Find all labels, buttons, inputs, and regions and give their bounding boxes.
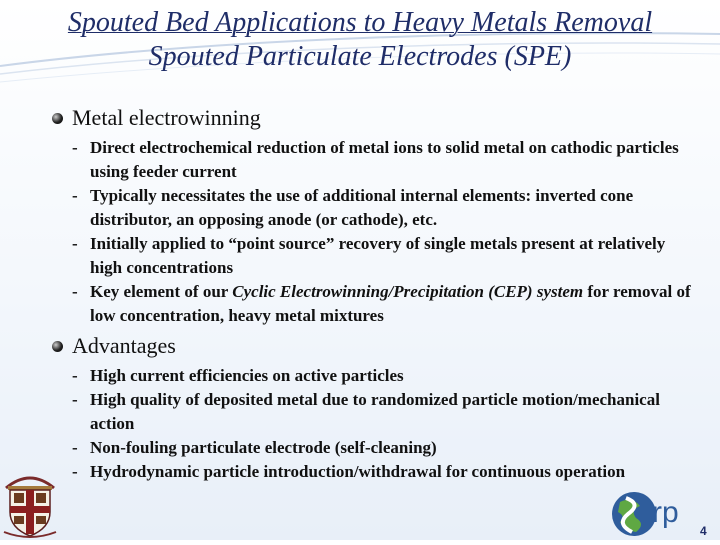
electrowinning-list [52,136,692,328]
list-item-text: Direct electrochemical reduction of metal ions to solid metal on cathodic particles using feeder current [90,138,679,181]
bullet-dot-icon [52,341,63,352]
advantages-list [52,364,692,484]
list-item: - Non-fouling particulate electrode (self-cleaning) [72,438,437,457]
list-item-text: for removal of low concentration, heavy metal mixtures [90,282,691,325]
list-item-text: Typically necessitates the use of additional internal elements: inverted cone distributor, an opposing anode (or cathode), etc. [90,186,634,229]
list-item-text: High current efficiencies on active particles [90,366,404,385]
list-item: - High quality of deposited metal due to randomized particle motion/mechanical action [72,390,660,433]
list-item-text: Non-fouling particulate electrode (self-cleaning) [90,438,437,457]
page-number: 4 [700,524,707,538]
slide-subtitle: Spouted Particulate Electrodes (SPE) [148,41,572,72]
cep-system-emphasis: Cyclic Electrowinning/Precipitation (CEP) system [232,282,584,301]
list-item: - Initially applied to “point source” recovery of single metals present at relatively high concentrations [72,234,666,277]
section-heading-text: Metal electrowinning [72,105,261,130]
list-item: - High current efficiencies on active particles [72,366,404,385]
slide-title-block [0,6,720,74]
srp-logo-text: rp [652,496,679,529]
srp-logo-icon [606,488,702,540]
section-heading-electrowinning [52,104,692,132]
slide-title: Spouted Bed Applications to Heavy Metals Removal [67,7,653,38]
section-heading-text: Advantages [72,333,176,358]
list-item-text: Key element of our [90,282,233,301]
list-item-text: High quality of deposited metal due to randomized particle motion/mechanical action [90,390,660,433]
university-crest-icon [0,466,60,540]
list-item: - Direct electrochemical reduction of metal ions to solid metal on cathodic particles using feeder current [72,138,679,181]
slide-content [52,104,692,488]
section-heading-advantages [52,332,692,360]
list-item: - Key element of our Cyclic Electrowinning/Precipitation (CEP) system for removal of low concentration, heavy metal mixtures [72,282,691,325]
list-item-text: Initially applied to “point source” recovery of single metals present at relatively high concentrations [90,234,666,277]
list-item: - Typically necessitates the use of additional internal elements: inverted cone distributor, an opposing anode (or cathode), etc. [72,186,634,229]
list-item-text: Hydrodynamic particle introduction/withdrawal for continuous operation [90,462,626,481]
bullet-dot-icon [52,113,63,124]
list-item: - Hydrodynamic particle introduction/withdrawal for continuous operation [72,462,626,481]
